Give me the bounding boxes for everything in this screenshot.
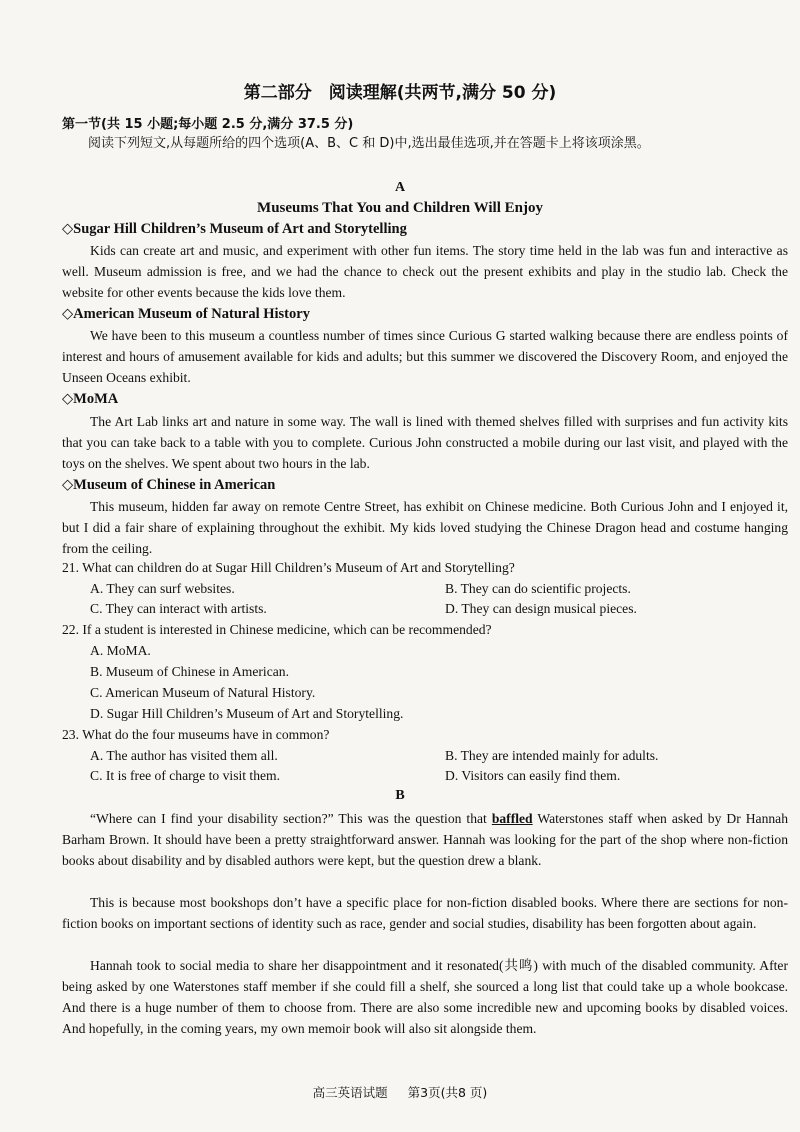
question-21-option-a: A. They can surf websites.: [90, 581, 235, 596]
question-21-option-c: C. They can interact with artists.: [90, 601, 267, 616]
footer-page-info: 第3页(共8 页): [407, 1085, 488, 1100]
underlined-keyword: baffled: [491, 811, 533, 826]
passage-b-letter: B: [395, 788, 405, 803]
part-title: 第二部分 阅读理解(共两节,满分 50 分): [243, 83, 557, 103]
passage-b-p1-before: “Where can I find your disability section?” This was the question that: [90, 811, 492, 826]
question-21-option-b: B. They can do scientific projects.: [445, 581, 631, 596]
museum-text-natural-history: We have been to this museum a countless number of times since Curious G started walking because there are endless points of interest and hours of amusement available for kids and adults; but this summer we discovered the Discovery Room, and enjoyed the Unseen Oceans exhibit.: [62, 328, 788, 385]
passage-b-paragraph-3: Hannah took to social media to share her disappointment and it resonated(共鸣) with much of the disabled community. After being asked by one Waterstones staff member if she could fill a shelf, she sourced a long list that could take up a whole bookcase. And there is a huge number of them to choose from. There are also some incredible new and upcoming books by disabled voices. And hopefully, in the coming years, my own memoir book will also sit alongside them.: [62, 958, 788, 1036]
question-22-option-c: C. American Museum of Natural History.: [90, 685, 316, 700]
section-line: 第一节(共 15 小题;每小题 2.5 分,满分 37.5 分): [62, 117, 354, 132]
page-footer: [0, 1083, 800, 1101]
question-23-option-a: A. The author has visited them all.: [90, 748, 278, 763]
passage-b-p1-after: Waterstones staff when asked by Dr Hannah Barham Brown. It should have been a pretty straightforward answer. Hannah was looking for the part of the shop where non-fiction books about disability and by disabled authors were kept, but the question drew a blank.: [62, 811, 789, 868]
museum-text-chinese: This museum, hidden far away on remote Centre Street, has exhibit on Chinese medicine. Both Curious John and I enjoyed it, but I did a fair share of explaining throughout the exhibit. My kids loved studying the Chinese Dragon head and costume hanging from the ceiling.: [62, 499, 788, 556]
question-22-option-b: B. Museum of Chinese in American.: [90, 664, 289, 679]
passage-b-paragraph-2: This is because most bookshops don’t have a specific place for non-fiction disabled books. Where there are sections for non-fiction books on important sections of identity such as race, gender and social studies, disability has been forgotten about again.: [62, 895, 788, 931]
museum-heading-moma: ◇MoMA: [62, 391, 119, 407]
instruction-text: 阅读下列短文,从每题所给的四个选项(A、B、C 和 D)中,选出最佳选项,并在答题卡上将该项涂黑。: [88, 136, 650, 151]
question-21-option-d: D. They can design musical pieces.: [445, 601, 637, 616]
museum-heading-chinese: ◇Museum of Chinese in American: [62, 477, 276, 493]
question-22-option-a: A. MoMA.: [90, 643, 151, 658]
passage-b-paragraph-1: [62, 808, 788, 871]
question-23-option-b: B. They are intended mainly for adults.: [445, 748, 659, 763]
museum-text-moma: The Art Lab links art and nature in some way. The wall is lined with themed shelves filled with surprises and fun activity kits that you can take back to a table with you to complete. Curious John constructed a mobile during our last visit, and played with the toys on the shelves. We spent about two hours in the lab.: [62, 414, 788, 471]
museum-heading-natural-history: ◇American Museum of Natural History: [62, 306, 310, 322]
footer-exam-name: 高三英语试题: [312, 1085, 388, 1100]
passage-a-letter: A: [394, 180, 406, 195]
museum-heading-sugar-hill: ◇Sugar Hill Children’s Museum of Art and Storytelling: [62, 221, 407, 237]
question-23-option-d: D. Visitors can easily find them.: [445, 768, 621, 783]
question-22-stem: 22. If a student is interested in Chinese medicine, which can be recommended?: [62, 622, 492, 637]
question-23-option-c: C. It is free of charge to visit them.: [90, 768, 281, 783]
passage-a-title: Museums That You and Children Will Enjoy: [257, 200, 543, 216]
museum-text-sugar-hill: Kids can create art and music, and experiment with other fun items. The story time held in the lab was fun and interactive as well. Museum admission is free, and we had the chance to check out the present exhibits and play in the studio lab. Check the website for other events because the kids love them.: [62, 243, 788, 300]
question-23-stem: 23. What do the four museums have in common?: [62, 727, 330, 742]
question-21-stem: 21. What can children do at Sugar Hill Children’s Museum of Art and Storytelling?: [62, 560, 515, 575]
question-22-option-d: D. Sugar Hill Children’s Museum of Art and Storytelling.: [90, 706, 404, 721]
